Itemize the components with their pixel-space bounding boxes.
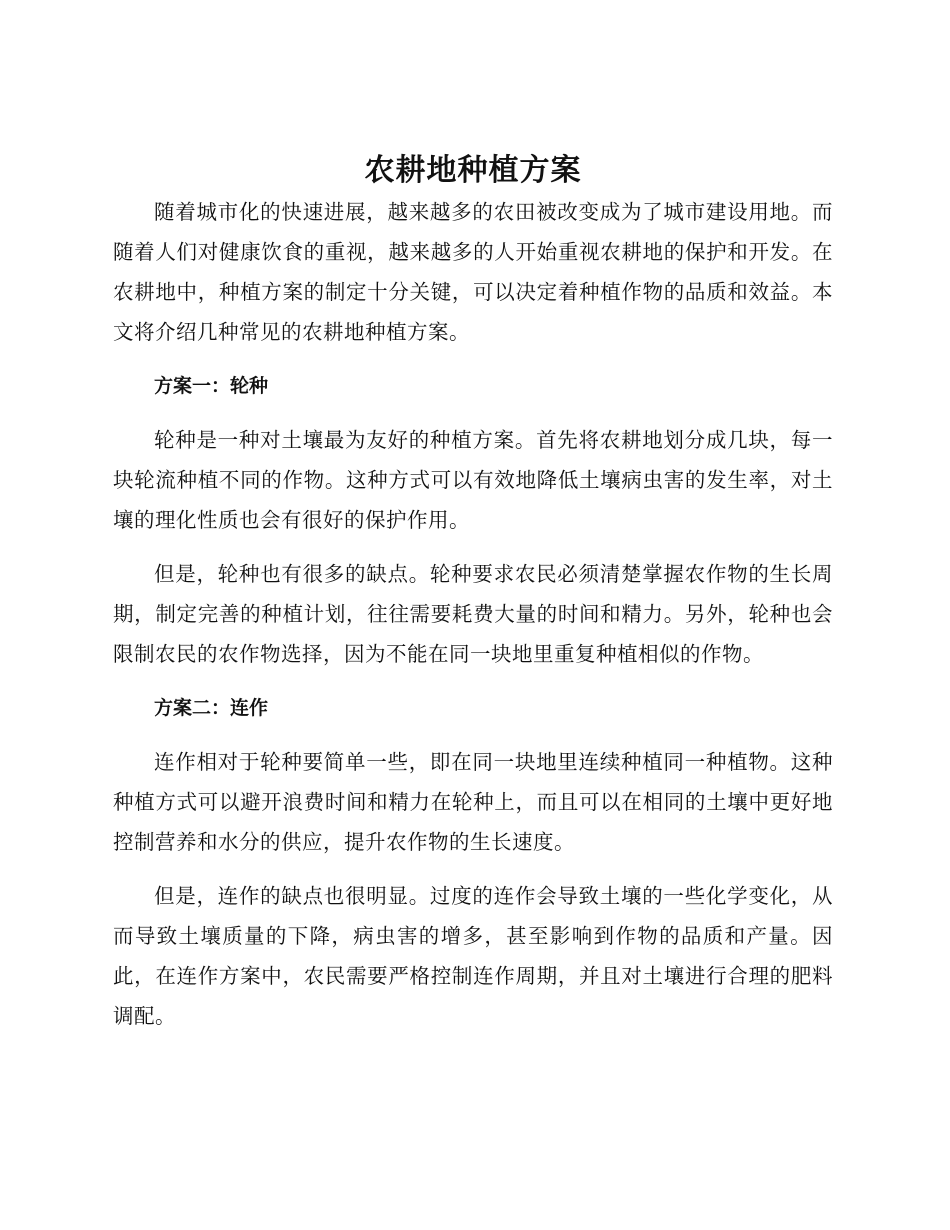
section-heading-continuous: 方案二：连作 bbox=[154, 697, 269, 719]
continuous-paragraph-2: 但是，连作的缺点也很明显。过度的连作会导致土壤的一些化学变化，从而导致土壤质量的下降，病虫害的增多，甚至影响到作物的品质和产量。因此，在连作方案中，农民需要严格控制连作周期，并且对土壤进行合理的肥料调配。 bbox=[113, 884, 833, 1028]
document-title: 农耕地种植方案 bbox=[364, 153, 582, 188]
document-page bbox=[113, 150, 833, 1036]
rotation-paragraph-2: 但是，轮种也有很多的缺点。轮种要求农民必须清楚掌握农作物的生长周期，制定完善的种植计划，往往需要耗费大量的时间和精力。另外，轮种也会限制农民的农作物选择，因为不能在同一块地里重复种植相似的作物。 bbox=[113, 562, 833, 666]
rotation-paragraph-1: 轮种是一种对土壤最为友好的种植方案。首先将农耕地划分成几块，每一块轮流种植不同的作物。这种方式可以有效地降低土壤病虫害的发生率，对土壤的理化性质也会有很好的保护作用。 bbox=[113, 428, 833, 532]
continuous-paragraph-1: 连作相对于轮种要简单一些，即在同一块地里连续种植同一种植物。这种种植方式可以避开浪费时间和精力在轮种上，而且可以在相同的土壤中更好地控制营养和水分的供应，提升农作物的生长速度。 bbox=[113, 750, 833, 854]
intro-paragraph: 随着城市化的快速进展，越来越多的农田被改变成为了城市建设用地。而随着人们对健康饮食的重视，越来越多的人开始重视农耕地的保护和开发。在农耕地中，种植方案的制定十分关键，可以决定着种植作物的品质和效益。本文将介绍几种常见的农耕地种植方案。 bbox=[113, 200, 833, 344]
section-heading-rotation: 方案一：轮种 bbox=[154, 375, 269, 397]
